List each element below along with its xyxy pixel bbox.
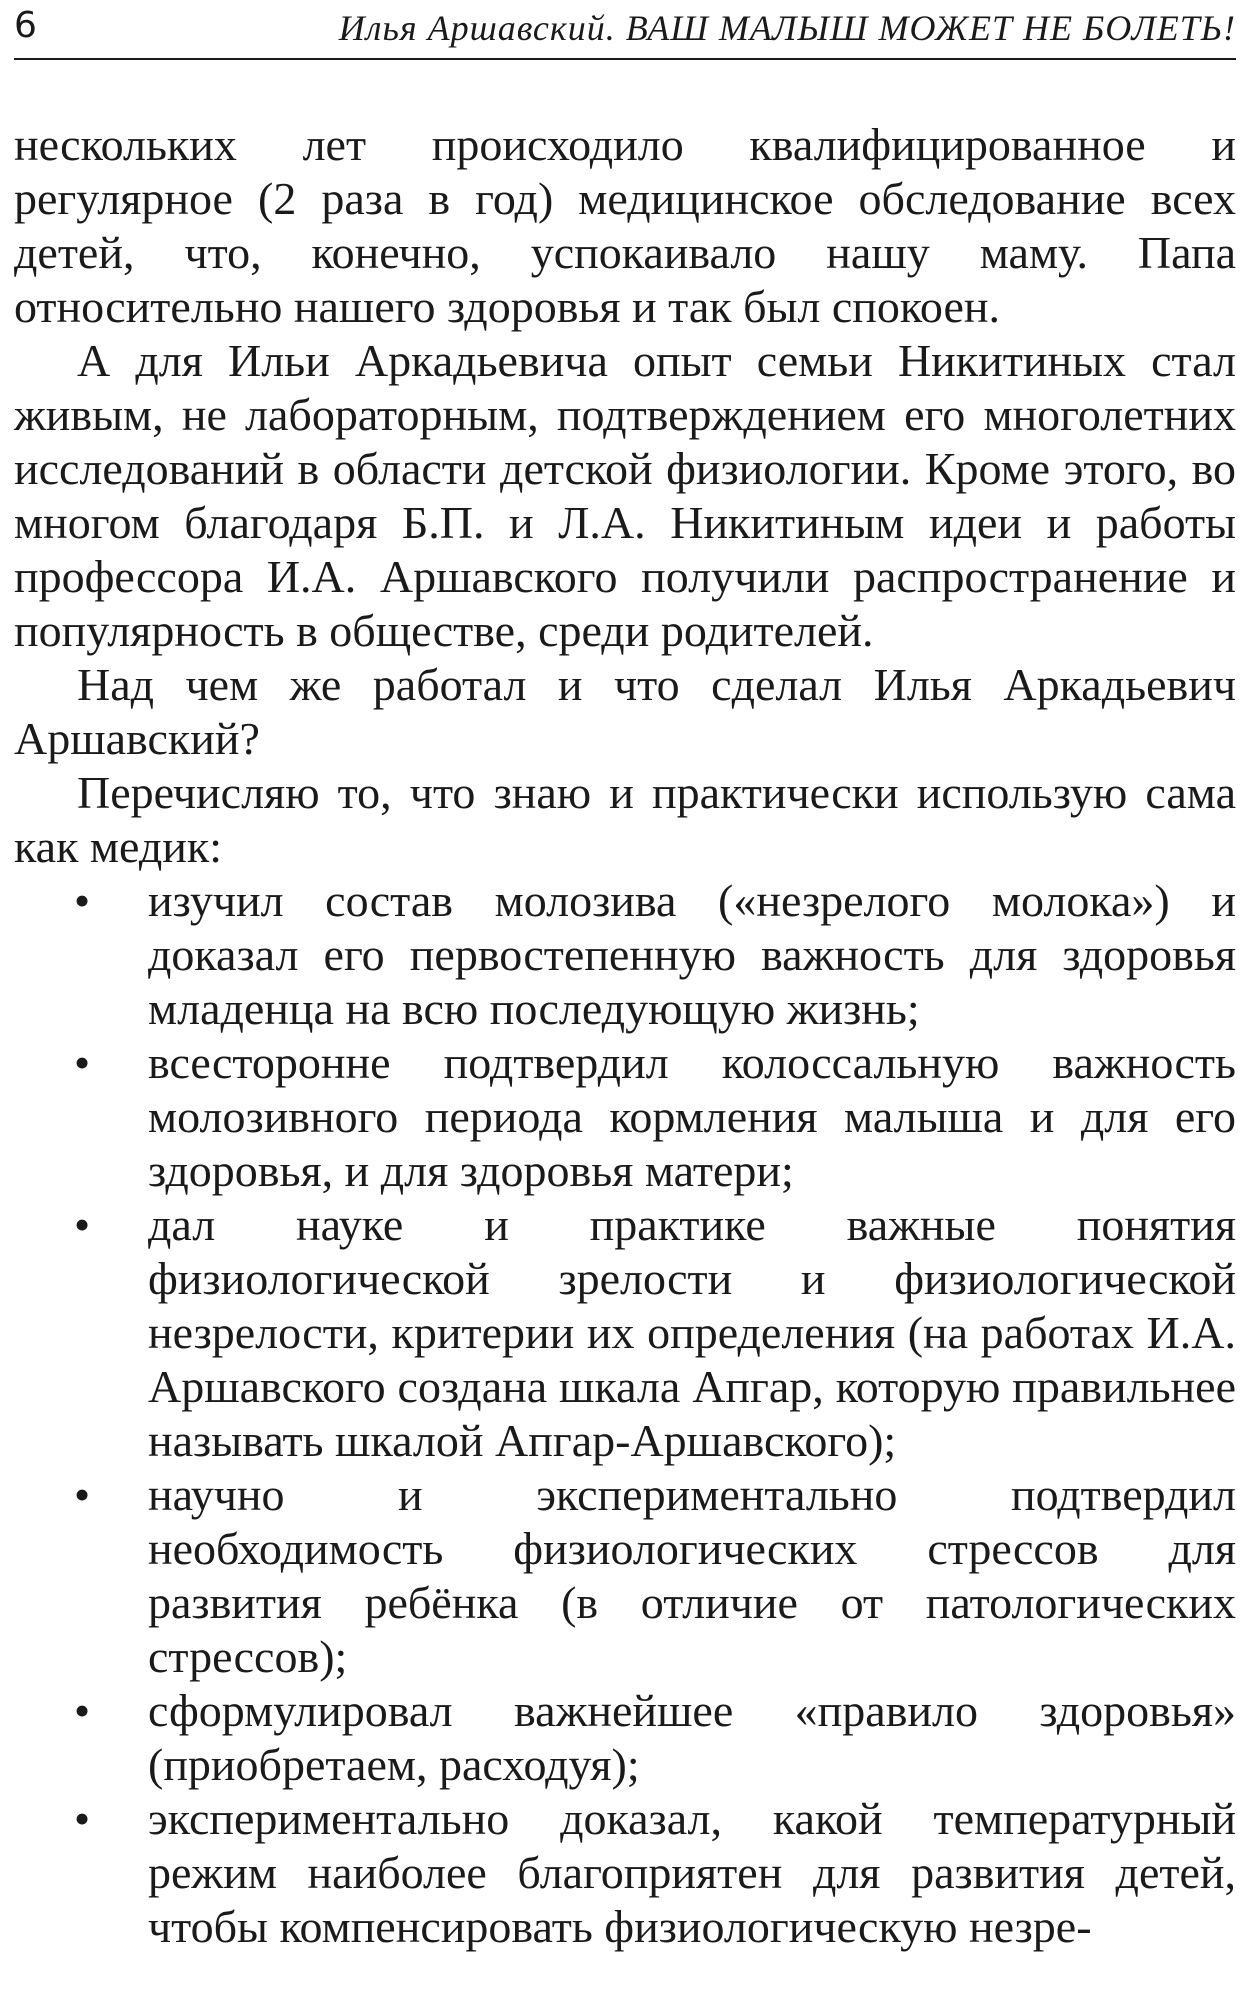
paragraph-continuation: нескольких лет происходило квалифицированное и регулярное (2 раза в год) медицинское обследование всех детей, что, конечно, успокаивало нашу маму. Папа относительно нашего здоровья и так был спокоен. [14, 119, 1236, 332]
page-header [14, 0, 1236, 60]
page-body [14, 118, 1236, 1954]
list-item [14, 1684, 1236, 1792]
list-item-text: изучил состав молозива («незрелого молока») и доказал его первостепенную важность для здоровья младенца на всю последующую жизнь; [148, 875, 1236, 1034]
list-item-text: сформулировал важнейшее «правило здоровья» (приобретаем, расходуя); [148, 1685, 1236, 1790]
paragraph: Над чем же работал и что сделал Илья Аркадьевич Аршавский? [14, 659, 1236, 764]
bullet-icon: • [74, 875, 91, 926]
list-item-text: экспериментально доказал, какой температурный режим наиболее благоприятен для развития детей, чтобы компенсировать физиологическую незре- [148, 1793, 1236, 1952]
list-item [14, 1468, 1236, 1684]
list-item-text: научно и экспериментально подтвердил необходимость физиологических стрессов для развития ребёнка (в отличие от патологических стрессов); [148, 1469, 1236, 1682]
paragraph: Перечисляю то, что знаю и практически использую сама как медик: [14, 767, 1236, 872]
list-item-text: всесторонне подтвердил колоссальную важность молозивного периода кормления малыша и для его здоровья, и для здоровья матери; [148, 1037, 1236, 1196]
list-item [14, 1198, 1236, 1468]
bullet-icon: • [74, 1469, 91, 1520]
achievements-list [14, 874, 1236, 1954]
bullet-icon: • [74, 1685, 91, 1736]
bullet-icon: • [74, 1037, 91, 1088]
list-item [14, 1036, 1236, 1198]
bullet-icon: • [74, 1793, 91, 1844]
list-item [14, 1792, 1236, 1954]
list-item [14, 874, 1236, 1036]
running-title: Илья Аршавский. ВАШ МАЛЫШ МОЖЕТ НЕ БОЛЕТЬ! [338, 8, 1236, 48]
list-item-text: дал науке и практике важные понятия физиологической зрелости и физиологической незрелости, критерии их определения (на работах И.А. Аршавского создана шкала Апгар, которую правильнее называть шкалой Апгар-Аршавского); [148, 1199, 1236, 1466]
bullet-icon: • [74, 1199, 91, 1250]
paragraph: А для Ильи Аркадьевича опыт семьи Никитиных стал живым, не лабораторным, подтверждением его многолетних исследований в области детской физиологии. Кроме этого, во многом благодаря Б.П. и Л.А. Никитиным идеи и работы профессора И.А. Аршавского получили распространение и популярность в обществе, среди родителей. [14, 335, 1236, 656]
page-number: 6 [14, 5, 37, 46]
